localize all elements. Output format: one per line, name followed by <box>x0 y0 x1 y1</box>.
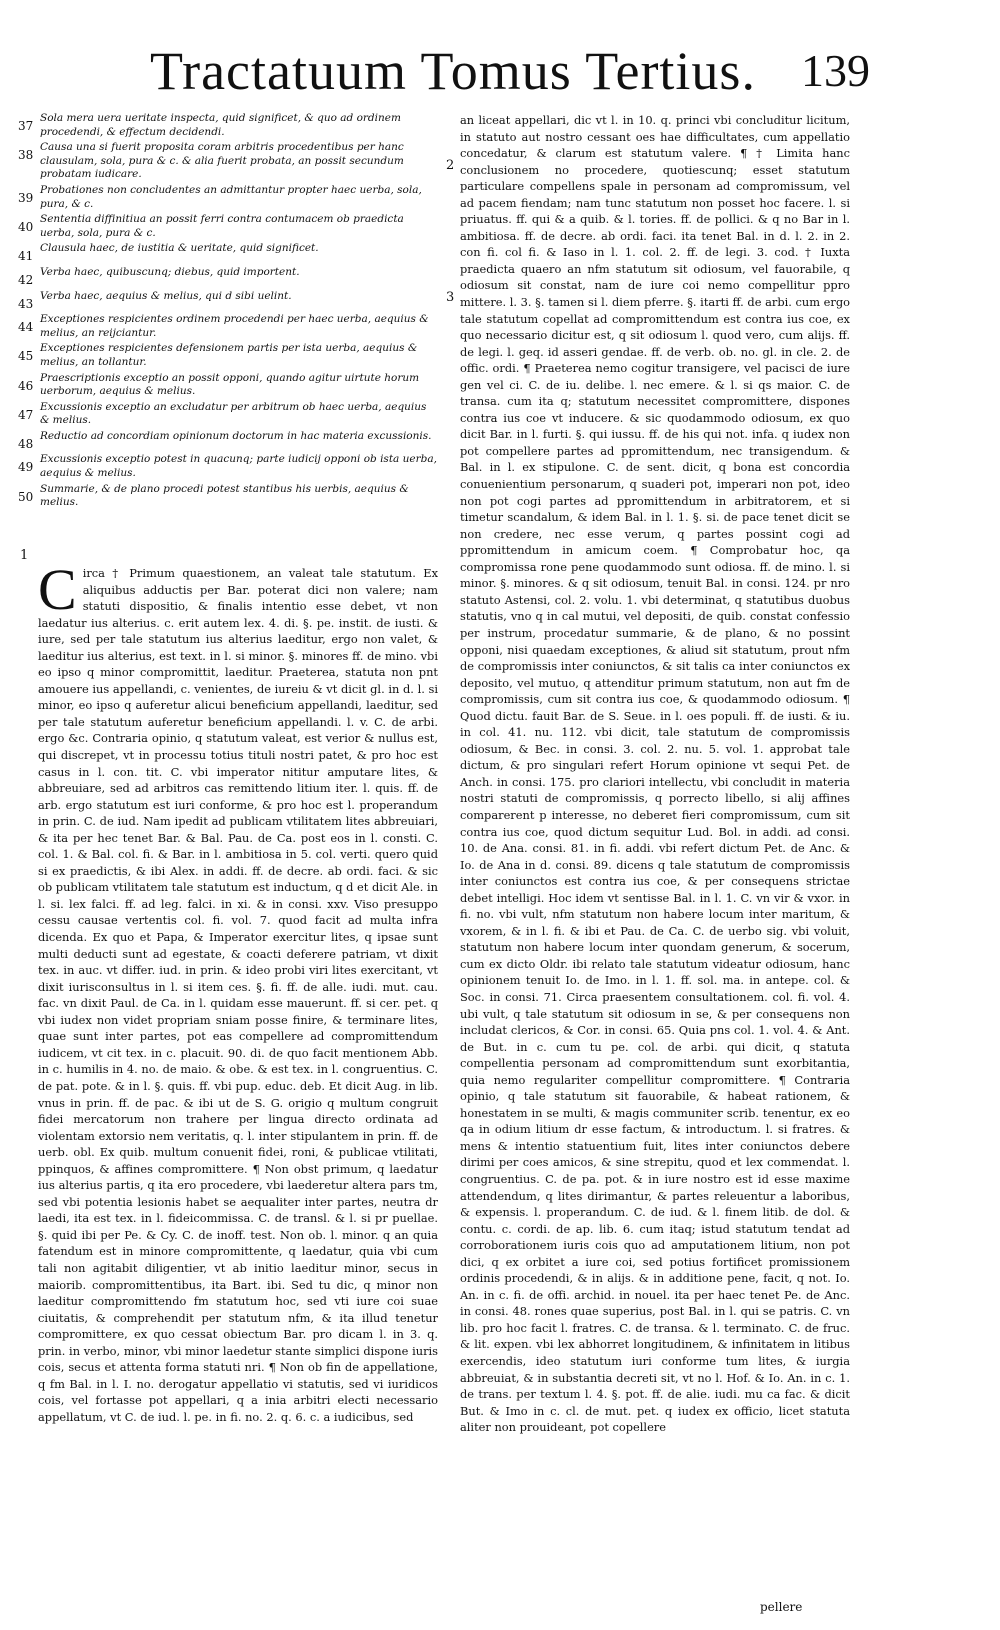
summary-item <box>18 213 438 240</box>
summary-number: 40 <box>18 220 34 235</box>
summary-number: 38 <box>18 148 34 163</box>
summary-item <box>18 141 438 182</box>
summary-number: 47 <box>18 407 34 422</box>
drop-capital-continuation: irca <box>82 566 105 580</box>
running-title: Tractatuum Tomus Tertius. <box>150 41 756 101</box>
summary-item <box>18 313 438 340</box>
left-column-text: † Primum quaestionem, an valeat tale statutum. Ex aliquibus adductis per Bar. poterat dici non valere; nam statuti dispositio, & finalis intentio esse debet, vt non laedatur ius alterius. c. erit autem lex. 4. di. §. pe. instit. de iusti. & iure, sed per tale statutum ius alterius laeditur, ergo non valet, & laeditur ius alterius, est text. in l. si minor. §. minores ff. de mino. vbi eo ipso q minor compromittit, laeditur. Praeterea, statuta non pnt amouere ius appellandi, c. venientes, de iureiu & vt dicit gl. in d. l. si minor, eo ipso q auferetur alicui beneficium appellandi, laeditur, sed per tale statutum auferetur beneficium appellandi. l. v. C. de arbi. ergo &c. Contraria opinio, q statutum valeat, est verior & nullus est, qui discrepet, vt in processu totius tituli nostri patet, & pro hoc est casus in l. con. tit. C. vbi imperator nititur amputare lites, & abbreuiare, sed ad arbitros cas remittendo litium iter. l. quis. ff. de arb. ergo statutum est iuri conforme, & pro hoc est l. properandum in prin. C. de iud. Nam ipedit ad publicam vtilitatem lites abbreuiari, & ita per hec tenet Bar. & Bal. Pau. de Ca. post eos in l. consti. C. col. 1. & Bal. col. fi. & Bar. in l. ambitiosa in 5. col. verti. quero quid si ex praedictis, & ibi Alex. in addi. ff. de decre. ab ordi. faci. & sic ob publicam vtilitatem tale statutum est inductum, q d et dicit Ale. in l. si. lex falci. ff. ad leg. falci. in xi. & in consi. xxv. Viso presuppo cessu causae vertentis col. fi. vol. 7. quod facit ad multa infra dicenda. Ex quo et Papa, & Imperator exercitur lites, q ipsae sunt multi deducti sunt ad egestate, & coacti deferere patriam, vt dixit tex. in auc. vt differ. iud. in prin. & ideo probi viri lites exercitant, vt dixit iurisconsultus in l. si item ces. §. fi. ff. de alle. iudi. mut. cau. fac. vn dixit Paul. de Ca. in l. quidam esse mauerunt. ff. si cer. pet. q vbi iudex non videt propriam sniam posse finire, & terminare lites, quae sunt inter partes, pot eas compellere ad compromittendum iudicem, vt cit tex. in c. placuit. 90. di. de quo facit mentionem Abb. in c. humilis in 4. no. de maio. & obe. & est tex. in l. congruentius. C. de pat. pote. & in l. §. quis. ff. vbi pup. educ. deb. Et dicit Aug. in lib. vnus in prin. ff. de pac. & ibi ut de S. G. origio q multum congruit fidei mercatorum non trahere per lingua directo ordinata ad violentam extorsio nem veritatis, q. l. inter stipulantem in prin. ff. de uerb. obl. Ex quib. multum conuenit fidei, roni, & publicae vtilitati, ppinquos, & affines compromittere. ¶ Non obst primum, q laedatur ius alterius partis, q ita ero procedere, vbi laederetur altera pars tm, sed vbi potentia lesionis habet se aequaliter inter partes, neutra dr laedi, ita est tex. in l. fideicommissa. C. de transl. & l. si pr puellae. §. quid ibi per Pe. & Cy. C. de inoff. test. Non ob. l. minor. q an quia fatendum est in minore compromittente, q laedatur, quia vbi cum tali non agitabit diligentier, vt ab initio laeditur minor, secus in maiorib. compromittentibus, ita Bart. ibi. Sed tu dic, q minor non laeditur compromittendo fm statutum hoc, sed vti iure coi suae ciuitatis, & comprehendit per statutum nfm, & ita illud tenetur compromittere, ex quo cessat obiectum Bar. pro dicam l. in 3. q. prin. in verbo, minor, vbi minor laedetur stante simplici dispone iuris cois, secus et attenta forma statuti nri. ¶ Non ob fin de appellatione, q fm Bal. in l. I. no. derogatur appellatio vi statutis, sed vi iuridicos cois, vel fortasse pot appellari, q a inia arbitri electi necessario appellatum, vt C. de iud. l. pe. in fi. no. 2. q. 6. c. a iudicibus, sed <box>38 566 438 1424</box>
summary-number: 37 <box>18 119 34 133</box>
folio-number: 139 <box>801 45 870 96</box>
summary-number: 45 <box>18 349 34 364</box>
summary-list <box>18 112 438 512</box>
summary-number: 39 <box>18 190 34 205</box>
summary-item <box>18 112 438 139</box>
summary-text: Verba haec, aequius & melius, qui d sibi uelint. <box>40 289 292 302</box>
summary-text: Praescriptionis exceptio an possit opponi, quando agitur uirtute horum uerborum, aequius & melius. <box>40 371 420 398</box>
paragraph-number: 1 <box>20 548 29 563</box>
summary-number: 50 <box>18 489 34 504</box>
summary-item <box>18 401 438 428</box>
summary-item <box>18 184 438 211</box>
summary-text: Clausula haec, de iustitia & ueritate, quid significet. <box>40 242 319 255</box>
summary-number: 44 <box>18 320 34 335</box>
drop-capital: C <box>38 557 77 622</box>
summary-text: Excussionis exceptio an excludatur per arbitrum ob haec uerba, aequius & melius. <box>40 400 427 427</box>
paragraph-number: 2 <box>446 158 455 173</box>
summary-item <box>18 242 438 264</box>
summary-text: Summarie, & de plano procedi potest stantibus his uerbis, aequius & melius. <box>40 482 409 509</box>
summary-item <box>18 342 438 369</box>
catchword: pellere <box>760 1600 803 1614</box>
right-column-text: an liceat appellari, dic vt l. in 10. q. princi vbi concluditur licitum, in statuto aut nostro cessant oes hae difficultates, cum appellatio concedatur, & clarum est statutum valere. ¶ † Limita hanc conclusionem no procedere, quotiescunq; esset statutum particulare compellens spale in personam ad compromissum, vel ad pacem fiendam; nam tunc statutum non posset hoc facere. l. si priuatus. ff. qui & a quib. & l. tories. ff. de pollici. & q no Bar in l. ambitiosa. ff. de decre. ab ordi. faci. ita tenet Bal. in d. l. 2. in 2. con fi. col fi. & Iaso in l. 1. col. 2. ff. de legi. 3. cod. † Iuxta praedicta quaero an nfm statutum sit odiosum, vel fauorabile, q odiosum sit constat, nam de iure coi nemo compellitur ppro mittere. l. 3. §. tamen si l. diem pferre. §. itarti ff. de arbi. cum ergo tale statutum copellat ad compromittendum est contra ius coe, ex quo necessario dicitur est, q sit odiosum l. quod vero, cum alijs. ff. de legi. l. geq. id asseri gendae. ff. de verb. ob. no. gl. in cle. 2. de offic. ordi. ¶ Praeterea nemo cogitur transigere, vel pacisci de iure gen vel ci. C. de iu. delibe. l. nec emere. & l. si qs maior. C. de transa. cum ita q; statutum necessitet compromittere, dispones contra ius coe vt inducere. & sic quodammodo odiosum, ex quo dicit Bar. in l. furti. §. qui iussu. ff. de his qui not. infa. q iudex non pot compellere partes ad ppromittendum, nec transigendum. & Bal. in l. ex stipulone. C. de sent. dicit, q bona est concordia conuenientium personarum, q suaderi pot, imperari non pot, ideo non pot cogi partes ad ppromittendum in arbitratorem, et si timetur scandalum, & idem Bal. in l. 1. §. si. de pace tenet dicit se non credere, nec esse verum, q partes possint cogi ad ppromittendum in amicum coem. ¶ Comprobatur hoc, qa compromissa rone pene quodammodo sunt odiosa. ff. de mino. l. si minor. §. minores. & q sit odiosum, tenuit Bal. in consi. 124. pr nro statuto Astensi, col. 2. volu. 1. vbi determinat, q statutibus duobus statutis, vno q in cal mutui, vel depositi, de quib. constat confessio per instrum, procedatur summarie, & de plano, & no possint opponi, nisi quaedam exceptiones, & aliud sit statutum, prout nfm de compromissis inter coniunctos, & sit talis ca inter coniunctos ex deposito, vel mutuo, q attenditur primum statutum, non aut fm de compromissis, cum sit contra ius coe, & quodammodo odiosum. ¶ Quod dictu. fauit Bar. de S. Seue. in l. oes populi. ff. de iusti. & iu. in col. 41. nu. 112. vbi dicit, tale statutum de compromissis odiosum, & Bec. in consi. 3. col. 2. nu. 5. vol. 1. approbat tale dictum, & pro singulari refert Horum opinione vt sequi Pet. de Anch. in consi. 175. pro clariori intellectu, vbi concludit in materia nostri statuti de compromissis, q porrecto libello, si alij affines comparerent p interesse, no deberet fieri compromissum, cum sit contra ius coe, quod dictum sequitur Lud. Bol. in addi. ad consi. 10. de Ana. consi. 81. in fi. addi. vbi refert dictum Pet. de Anc. & Io. de Ana in d. consi. 89. dicens q tale statutum de compromissis inter coniunctos est contra ius coe, & per consequens strictae debet intelligi. Hoc idem vt sentisse Bal. in l. 1. C. vn vir & vxor. in fi. no. vbi vult, nfm statutum non habere locum inter maritum, & vxorem, & in l. fi. & ibi et Pau. de Ca. C. de uerbo sig. vbi voluit, statutum non habere locum inter quondam generum, & socerum, cum ex dicto Oldr. ibi relato tale statutum videatur odiosum, hanc opinionem tenuit Io. de Imo. in l. 1. ff. sol. ma. in antepe. col. & Soc. in consi. 71. Circa praesentem consultationem. col. fi. vol. 4. ubi vult, q tale statutum sit odiosum in se, & per consequens non includat clericos, & Cor. in consi. 65. Quia pns col. 1. vol. 4. & Ant. de But. in c. cum tu pe. col. de arbi. qui dicit, q statuta compellentia personam ad compromittendum sunt exorbitantia, quia nemo regulariter compellitur compromittere. ¶ Contraria opinio, q tale statutum sit fauorabile, & habeat rationem, & honestatem in se multi, & magis communiter scrib. tenentur, ex eo qa in odium litium dr esse factum, & introductum. l. si fratres. & mens & intentio statuentium fuit, lites inter coniunctos debere dirimi per coes amicos, & sine strepitu, quod et lex commendat. l. congruentius. C. de pa. pot. & in iure nostro est id esse maxime attendendum, q lites dirimantur, & partes releuentur a laboribus, & expensis. l. properandum. C. de iud. & l. finem litib. de dol. & contu. c. cordi. de ap. lib. 6. cum itaq; istud statutum tendat ad corroborationem iuris cois quo ad amputationem litium, non pot dici, q ex orbitet a iure coi, sed potius fortificet promissionem ordinis procedendi, & in alijs. & in additione pene, facit, q not. Io. An. in c. fi. de offi. archid. in nouel. ita per haec tenet Pe. de Anc. in consi. 48. rones quae superius, post Bal. in l. qui se patris. C. vn lib. pro hoc facit l. fratres. C. de transa. & l. terminato. C. de fruc. & lit. expen. vbi lex abhorret longitudinem, & infinitatem in litibus exercendis, ideo statutum iuri conforme tum lites, & iurgia abbreuiat, & in substantia decreti sit, vt no l. Hof. & Io. An. in c. 1. de trans. per textum l. 4. §. pot. ff. de alie. iudi. mu ca fac. & dicit But. & Imo in c. cl. de mut. pet. q iudex ex officio, licet statuta aliter non prouideant, pot copellere <box>460 113 850 1435</box>
summary-number: 41 <box>18 249 34 264</box>
summary-item <box>18 483 438 510</box>
summary-text: Verba haec, quibuscunq; diebus, quid importent. <box>40 265 300 278</box>
summary-text: Probationes non concludentes an admittantur propter haec uerba, sola, pura, & c. <box>40 183 422 210</box>
paragraph-number: 3 <box>446 290 455 305</box>
left-column <box>38 557 438 1425</box>
summary-number: 46 <box>18 378 34 393</box>
summary-item <box>18 430 438 452</box>
summary-number: 48 <box>18 436 34 451</box>
summary-text: Exceptiones respicientes ordinem procedendi per haec uerba, aequius & melius, an reijciantur. <box>40 313 429 339</box>
summary-item <box>18 290 438 312</box>
summary-text: Excussionis exceptio potest in quacunq; parte iudicij opponi ob ista uerba, aequius & melius. <box>40 453 437 480</box>
summary-number: 42 <box>18 272 34 287</box>
page-header <box>150 40 870 110</box>
summary-text: Reductio ad concordiam opinionum doctorum in hac materia excussionis. <box>40 429 432 442</box>
summary-text: Causa una si fuerit proposita coram arbitris procedentibus per hanc clausulam, sola, pura & c. & alia fuerit probata, an possit secundum probatam iudicare. <box>40 141 404 181</box>
right-column <box>460 112 850 1436</box>
summary-number: 43 <box>18 296 34 311</box>
summary-item <box>18 372 438 399</box>
summary-text: Sola mera uera ueritate inspecta, quid significet, & quo ad ordinem procedendi, & effectum decidendi. <box>40 112 401 138</box>
summary-text: Exceptiones respicientes defensionem partis per ista uerba, aequius & melius, an tollantur. <box>40 342 418 368</box>
summary-number: 49 <box>18 460 34 475</box>
summary-item <box>18 453 438 480</box>
summary-text: Sententia diffinitiua an possit ferri contra contumacem ob praedicta uerba, sola, pura & c. <box>40 213 404 239</box>
summary-item <box>18 266 438 288</box>
